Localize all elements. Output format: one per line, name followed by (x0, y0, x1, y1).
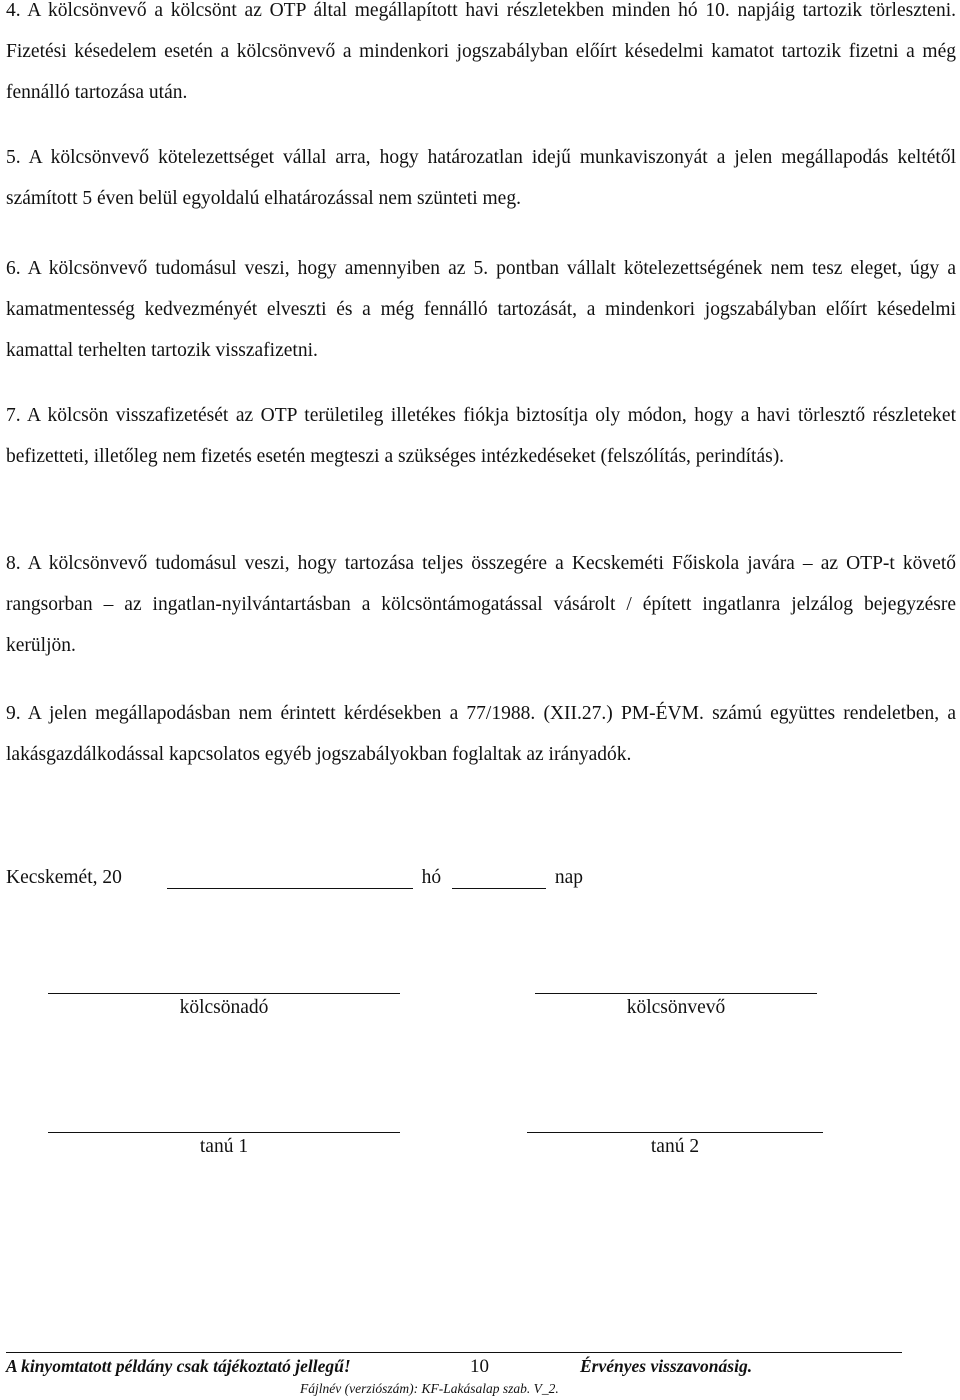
place-label: Kecskemét, 20 (6, 867, 122, 888)
footer-filename: Fájlnév (verziószám): KF-Lakásalap szab. V_2. (300, 1381, 559, 1396)
footer-notice: A kinyomtatott példány csak tájékoztató jellegű! (6, 1356, 351, 1376)
month-label: hó (421, 867, 442, 888)
witness1-signature-line (48, 1132, 400, 1133)
witness2-label: tanú 2 (650, 1136, 700, 1157)
footer-rule (6, 1352, 902, 1353)
borrower-signature-line (535, 993, 817, 994)
day-blank (452, 866, 546, 889)
page-number: 10 (470, 1356, 489, 1377)
paragraph-9: 9. A jelen megállapodásban nem érintett kérdésekben a 77/1988. (XII.27.) PM-ÉVM. számú együttes rendeletben, a lakásgazdálkodással kapcsolatos egyéb jogszabályokban foglaltak az irányadók. (6, 703, 956, 765)
witness2-signature-line (527, 1132, 823, 1133)
paragraph-8: 8. A kölcsönvevő tudomásul veszi, hogy tartozása teljes összegére a Kecskeméti Főiskola javára – az OTP-t követő rangsorban – az ingatlan-nyilvántartásban a kölcsöntámogatással vásárolt / épített ingatlanra jelzálog bejegyzésre kerüljön. (6, 553, 956, 656)
place-date-line (6, 866, 583, 889)
footer-validity: Érvényes visszavonásig. (580, 1356, 753, 1376)
lender-signature-line (48, 993, 400, 994)
witness1-label: tanú 1 (199, 1136, 249, 1157)
day-label: nap (554, 867, 584, 888)
paragraph-6: 6. A kölcsönvevő tudomásul veszi, hogy amennyiben az 5. pontban vállalt kötelezettségének nem tesz eleget, úgy a kamatmentesség kedvezményét elveszti és a még fennálló tartozását, a mindenkori jogszabályban előírt késedelmi kamattal terhelten tartozik visszafizetni. (6, 258, 956, 361)
paragraph-4: 4. A kölcsönvevő a kölcsönt az OTP által megállapított havi részletekben minden hó 10. napjáig tartozik törleszteni. Fizetési késedelem esetén a kölcsönvevő a mindenkori jogszabályban előírt késedelmi kamatot tartozik fizetni a még fennálló tartozása után. (6, 0, 956, 103)
borrower-label: kölcsönvevő (626, 997, 726, 1018)
lender-label: kölcsönadó (179, 997, 269, 1018)
paragraph-5: 5. A kölcsönvevő kötelezettséget vállal arra, hogy határozatlan idejű munkaviszonyát a jelen megállapodás keltétől számított 5 éven belül egyoldalú elhatározással nem szünteti meg. (6, 147, 956, 209)
paragraph-7: 7. A kölcsön visszafizetését az OTP területileg illetékes fiókja biztosítja oly módon, hogy a havi törlesztő részleteket befizetteti, illetőleg nem fizetés esetén megteszi a szükséges intézkedéseket (felszólítás, perindítás). (6, 405, 956, 467)
year-blank (167, 866, 413, 889)
